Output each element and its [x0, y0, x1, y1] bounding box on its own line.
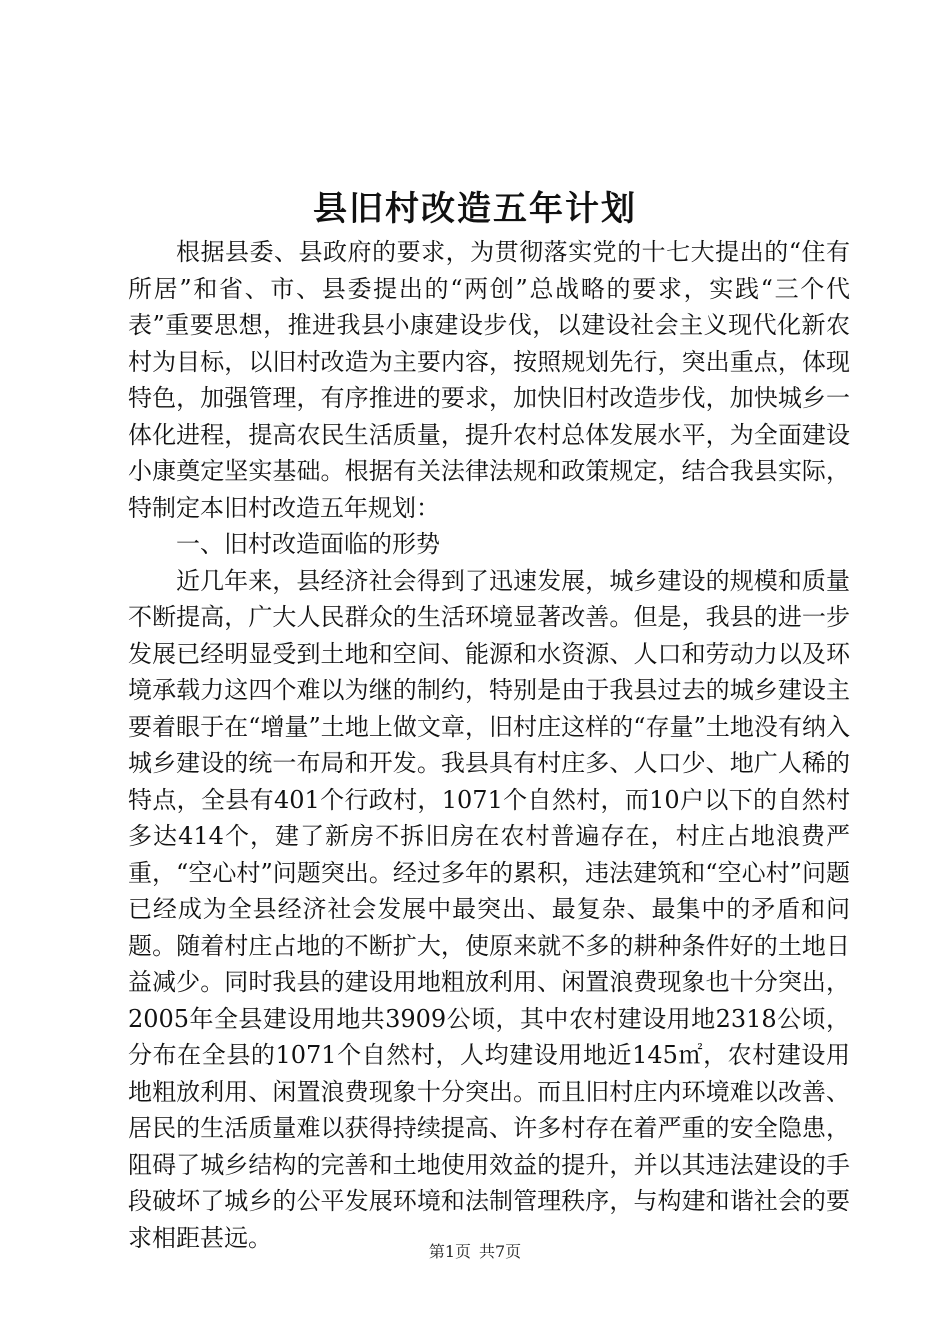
document-body [128, 234, 850, 1256]
situation-paragraph: 近几年来，县经济社会得到了迅速发展，城乡建设的规模和质量不断提高，广大人民群众的生活环境显著改善。但是，我县的进一步发展已经明显受到土地和空间、能源和水资源、人口和劳动力以及环境承载力这四个难以为继的制约，特别是由于我县过去的城乡建设主要着眼于在“增量”土地上做文章，旧村庄这样的“存量”土地没有纳入城乡建设的统一布局和开发。我县具有村庄多、人口少、地广人稀的特点，全县有401个行政村，1071个自然村，而10户以下的自然村多达414个，建了新房不拆旧房在农村普遍存在，村庄占地浪费严重，“空心村”问题突出。经过多年的累积，违法建筑和“空心村”问题已经成为全县经济社会发展中最突出、最复杂、最集中的矛盾和问题。随着村庄占地的不断扩大，使原来就不多的耕种条件好的土地日益减少。同时我县的建设用地粗放利用、闲置浪费现象也十分突出，2005年全县建设用地共3909公顷，其中农村建设用地2318公顷，分布在全县的1071个自然村，人均建设用地近145㎡，农村建设用地粗放利用、闲置浪费现象十分突出。而且旧村庄内环境难以改善、居民的生活质量难以获得持续提高、许多村存在着严重的安全隐患，阻碍了城乡结构的完善和土地使用效益的提升，并以其违法建设的手段破坏了城乡的公平发展环境和法制管理秩序，与构建和谐社会的要求相距甚远。 [128, 566, 850, 1252]
section-heading: 一、旧村改造面临的形势 [176, 530, 440, 558]
page-footer [0, 1241, 950, 1263]
intro-paragraph: 根据县委、县政府的要求，为贯彻落实党的十七大提出的“住有所居”和省、市、县委提出的“两创”总战略的要求，实践“三个代表”重要思想，推进我县小康建设步伐，以建设社会主义现代化新农村为目标，以旧村改造为主要内容，按照规划先行，突出重点，体现特色，加强管理，有序推进的要求，加快旧村改造步伐，加快城乡一体化进程，提高农民生活质量，提升农村总体发展水平，为全面建设小康奠定坚实基础。根据有关法律法规和政策规定，结合我县实际，特制定本旧村改造五年规划： [128, 238, 850, 522]
page-total: 共7页 [479, 1242, 522, 1261]
document-title: 县旧村改造五年计划 [313, 189, 637, 229]
page-number: 第1页 [428, 1242, 471, 1261]
